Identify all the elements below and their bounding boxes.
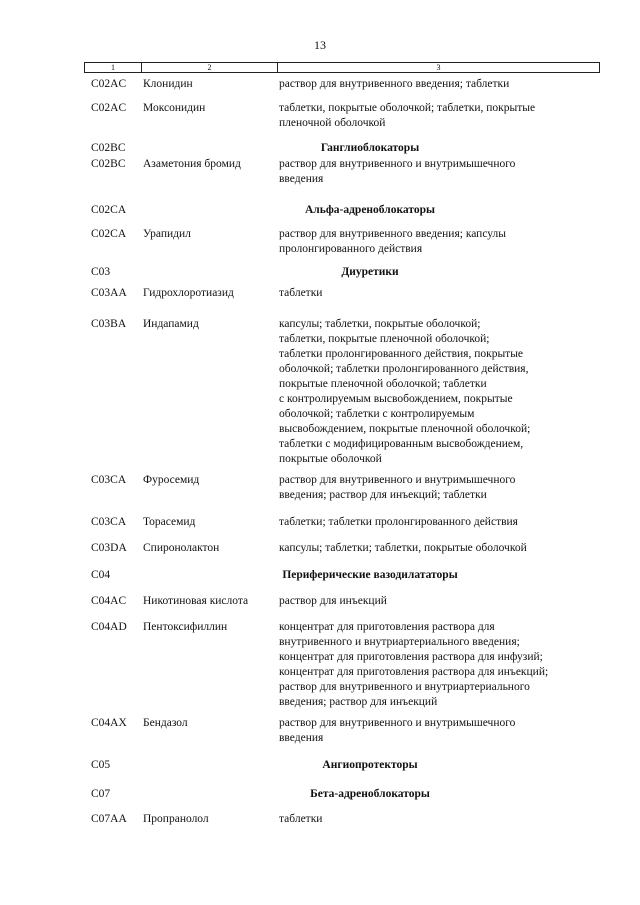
dosage-form-line: оболочкой; таблетки пролонгированного действия, xyxy=(279,363,529,375)
dosage-form xyxy=(279,541,579,556)
dosage-form xyxy=(279,227,579,257)
dosage-form-line: раствор для внутривенного введения; капсулы xyxy=(279,228,507,240)
drug-name: Пентоксифиллин xyxy=(143,621,228,633)
drug-name: Никотиновая кислота xyxy=(143,595,249,607)
atc-code: C03AA xyxy=(91,287,127,299)
dosage-form-line: введения; раствор для инъекций; таблетки xyxy=(279,489,487,501)
atc-code: C04AC xyxy=(91,595,127,607)
atc-code: C07 xyxy=(91,788,111,800)
atc-code: C02BC xyxy=(91,158,126,170)
dosage-form xyxy=(279,716,579,746)
drug-name: Торасемид xyxy=(143,516,196,528)
dosage-form-line: покрытые пленочной оболочкой; таблетки xyxy=(279,378,487,390)
dosage-form-line: пролонгированного действия xyxy=(279,243,423,255)
atc-code: C05 xyxy=(91,759,111,771)
dosage-form-line: таблетки, покрытые пленочной оболочкой; xyxy=(279,333,490,345)
dosage-form-line: высвобождением, покрытые пленочной оболочкой; xyxy=(279,423,531,435)
dosage-form-line: концентрат для приготовления раствора для xyxy=(279,621,495,633)
page-number: 13 xyxy=(314,38,326,52)
dosage-form-line: оболочкой; таблетки с контролируемым xyxy=(279,408,475,420)
atc-code: C03CA xyxy=(91,474,127,486)
dosage-form-line: внутривенного и внутриартериального введения; xyxy=(279,636,520,648)
dosage-form-line: раствор для внутривенного и внутримышечного xyxy=(279,717,516,729)
atc-code: C04 xyxy=(91,569,111,581)
column-header-2: 2 xyxy=(142,63,278,72)
dosage-form-line: концентрат для приготовления раствора для инъекций; xyxy=(279,666,549,678)
dosage-form-line: таблетки, покрытые оболочкой; таблетки, покрытые xyxy=(279,102,536,114)
dosage-form-line: капсулы; таблетки, покрытые оболочкой; xyxy=(279,318,481,330)
drug-name: Индапамид xyxy=(143,318,199,330)
dosage-form-line: пленочной оболочкой xyxy=(279,117,386,129)
atc-code: C02CA xyxy=(91,228,127,240)
drug-name: Фуросемид xyxy=(143,474,200,486)
dosage-form-line: раствор для внутривенного и внутримышечного xyxy=(279,474,516,486)
atc-code: C02AC xyxy=(91,78,127,90)
atc-code: C03CA xyxy=(91,516,127,528)
dosage-form-line: с контролируемым высвобождением, покрытые xyxy=(279,393,513,405)
atc-code: C04AD xyxy=(91,621,127,633)
dosage-form-line: таблетки; таблетки пролонгированного действия xyxy=(279,516,518,528)
group-heading: Диуретики xyxy=(341,266,399,278)
dosage-form-line: концентрат для приготовления раствора для инфузий; xyxy=(279,651,543,663)
atc-code: C02BC xyxy=(91,142,126,154)
atc-code: C07AA xyxy=(91,813,127,825)
atc-code: C03 xyxy=(91,266,111,278)
drug-name: Гидрохлоротиазид xyxy=(143,287,234,299)
atc-code: C02AC xyxy=(91,102,127,114)
dosage-form xyxy=(279,594,579,609)
dosage-form-line: раствор для внутривенного и внутриартериального xyxy=(279,681,530,693)
dosage-form xyxy=(279,317,579,467)
dosage-form-line: покрытые оболочкой xyxy=(279,453,382,465)
group-heading: Ганглиоблокаторы xyxy=(320,142,420,154)
dosage-form xyxy=(279,286,579,301)
dosage-form-line: таблетки xyxy=(279,287,323,299)
column-header-row xyxy=(84,62,600,73)
dosage-form xyxy=(279,473,579,503)
dosage-form-line: раствор для инъекций xyxy=(279,595,387,607)
dosage-form xyxy=(279,812,579,827)
group-heading: Периферические вазодилататоры xyxy=(282,569,458,581)
column-header-3: 3 xyxy=(436,63,441,72)
drug-name: Клонидин xyxy=(143,78,193,90)
dosage-form xyxy=(279,620,579,710)
drug-name: Бендазол xyxy=(143,717,188,729)
dosage-form xyxy=(279,101,579,131)
dosage-form-line: раствор для внутривенного введения; таблетки xyxy=(279,78,510,90)
group-heading: Ангиопротекторы xyxy=(322,759,418,771)
dosage-form xyxy=(279,157,579,187)
dosage-form-line: таблетки с модифицированным высвобождением, xyxy=(279,438,524,450)
dosage-form-line: введения; раствор для инъекций xyxy=(279,696,438,708)
dosage-form-line: капсулы; таблетки; таблетки, покрытые оболочкой xyxy=(279,542,527,554)
atc-code: C03BA xyxy=(91,318,127,330)
drug-name: Пропранолол xyxy=(143,813,209,825)
drug-name: Моксонидин xyxy=(143,102,206,114)
atc-code: C04AX xyxy=(91,717,127,729)
drug-name: Урапидил xyxy=(143,228,191,240)
dosage-form xyxy=(279,515,579,530)
atc-code: C02CA xyxy=(91,204,127,216)
column-header-1: 1 xyxy=(85,63,142,72)
dosage-form xyxy=(279,77,579,92)
dosage-form-line: введения xyxy=(279,732,324,744)
drug-name: Спиронолактон xyxy=(143,542,220,554)
drug-name: Азаметония бромид xyxy=(143,158,241,170)
dosage-form-line: введения xyxy=(279,173,324,185)
group-heading: Альфа-адреноблокаторы xyxy=(304,204,435,216)
group-heading: Бета-адреноблокаторы xyxy=(310,788,430,800)
dosage-form-line: таблетки пролонгированного действия, покрытые xyxy=(279,348,524,360)
dosage-form-line: раствор для внутривенного и внутримышечного xyxy=(279,158,516,170)
atc-code: C03DA xyxy=(91,542,127,554)
dosage-form-line: таблетки xyxy=(279,813,323,825)
